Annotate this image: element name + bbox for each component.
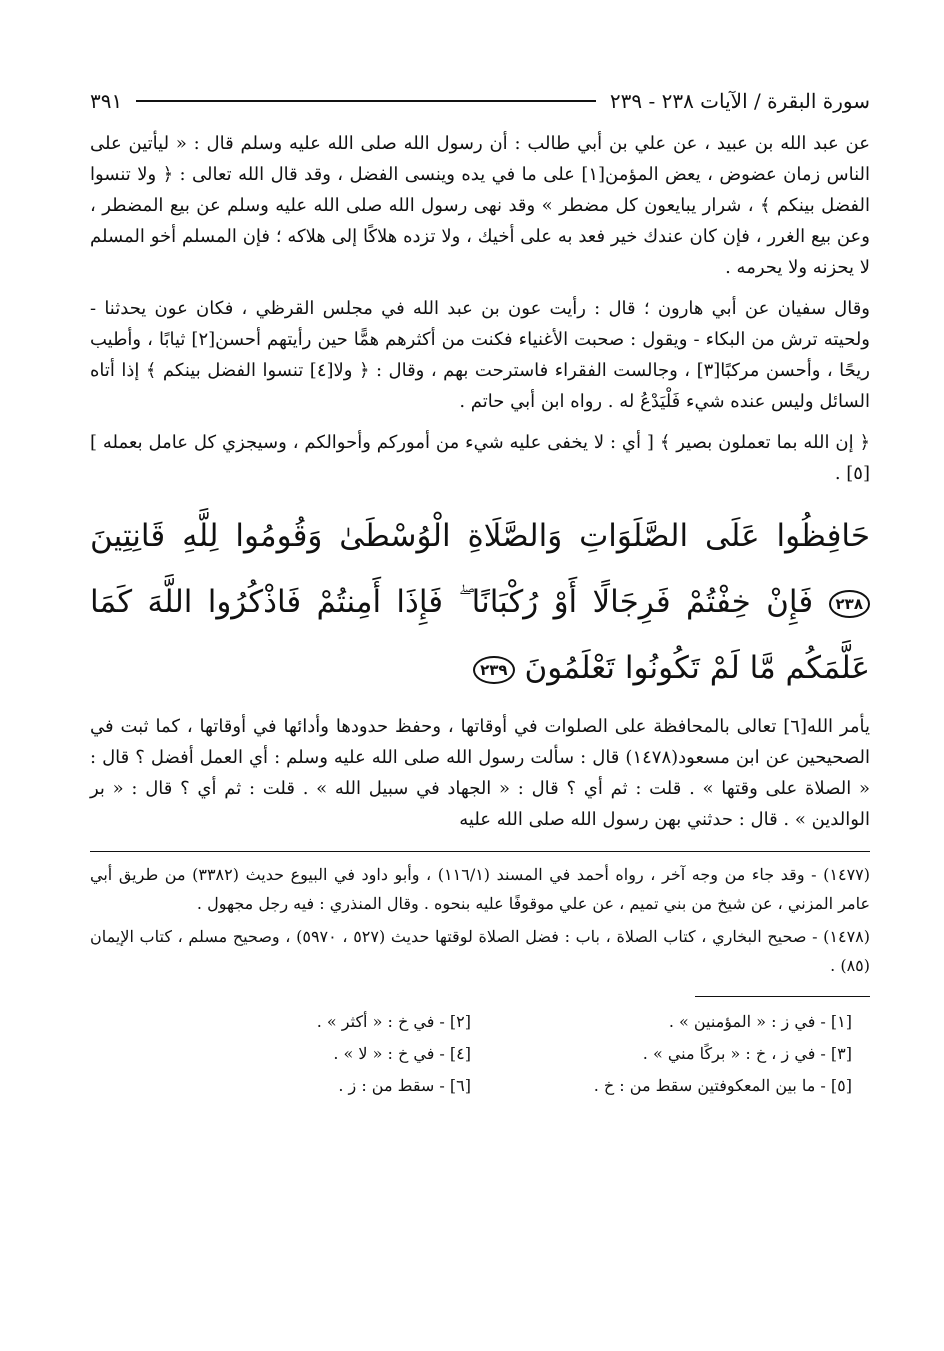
paragraph-commentary: يأمر الله[٦] تعالى بالمحافظة على الصلوات في أوقاتها ، وحفظ حدودها وأدائها في أوقاتها ، كما ثبت في الصحيحين عن ابن مسعود(١٤٧٨) قال : سألت رسول الله صلى الله عليه وسلم : أي العمل أفضل ؟ قال : « الصلاة على وقتها » . قلت : ثم أي ؟ قال : « الجهاد في سبيل الله » . قلت : ثم أي ؟ قال : « بر الوالدين » . قال : حدثني بهن رسول الله صلى الله عليه (90, 716, 871, 830)
variants-separator (695, 996, 870, 997)
page-header (90, 86, 870, 116)
verse-marker-238: ٢٣٨ (829, 590, 870, 618)
book-page (90, 86, 870, 1099)
footnote-1477: (١٤٧٧) - وقد جاء من وجه آخر ، رواه أحمد في المسند (١١٦/١) ، وأبو داود في البيوع حديث (٣٣٨٢) من طريق أبي عامر المزني ، عن شيخ من بني تميم ، عن علي موقوفًا عليه بنحوه . وقال المنذري : فيه رجل مجهول . (90, 865, 871, 913)
variant-note: [٦] - سقط من : ز . (338, 1076, 471, 1095)
paragraph-hadith-ali: عن عبد الله بن عبيد ، عن علي بن أبي طالب : أن رسول الله صلى الله عليه وسلم قال : « ليأتين على الناس زمان عضوض ، يعض المؤمن[١] على ما في يده وينسى الفضل ، وقد قال الله تعالى : ﴿ ولا تنسوا الفضل بينكم ﴾ ، شرار يبايعون كل مضطر » وقد نهى رسول الله صلى الله عليه وسلم عن بيع المضطر ، وعن بيع الغرر ، فإن كان عندك خير فعد به على أخيك ، ولا تزده هلاكًا إلى هلاكه ؛ فإن المسلم أخو المسلم لا يحزنه ولا يحرمه . (90, 133, 870, 278)
verse-marker-239: ٢٣٩ (473, 656, 514, 684)
variant-note: [٤] - في خ : « لا » . (333, 1044, 471, 1063)
variant-note: [٥] - ما بين المعكوفتين سقط من : خ . (593, 1076, 852, 1095)
verse-238-text: حَافِظُوا عَلَى الصَّلَوَاتِ وَالصَّلَاةِ الْوُسْطَىٰ وَقُومُوا لِلَّهِ قَانِتِينَ (90, 518, 870, 554)
verse-239-text: فَإِنْ خِفْتُمْ فَرِجَالًا أَوْ رُكْبَانًا ۖ فَإِذَا أَمِنتُمْ فَاذْكُرُوا اللَّهَ كَمَا عَلَّمَكُم مَّا لَمْ تَكُونُوا تَعْلَمُونَ (90, 584, 870, 686)
variant-notes (90, 1009, 870, 1099)
paragraph-basir: ﴿ إن الله بما تعملون بصير ﴾ [ أي : لا يخفى عليه شيء من أموركم وأحوالكم ، وسيجزي كل عامل بعمله ][٥] . (90, 432, 870, 484)
page-number: ٣٩١ (90, 89, 123, 113)
surah-title: سورة البقرة / الآيات ٢٣٨ - ٢٣٩ (609, 89, 870, 113)
paragraph-sufyan: وقال سفيان عن أبي هارون ؛ قال : رأيت عون بن عبد الله في مجلس القرظي ، فكان عون يحدثنا - ولحيته ترش من البكاء - ويقول : صحبت الأغنياء فكنت من أكثرهم همًّا حين رأيتهم أحسن[٢] ثيابًا ، وأطيب ريحًا ، وأحسن مركبًا[٣] ، وجالست الفقراء فاسترحت بهم ، وقال : ﴿ ولا[٤] تنسوا الفضل بينكم ﴾ إذا أتاه السائل وليس عنده شيء فَلْيَدْعُ له . رواه ابن أبي حاتم . (90, 298, 870, 412)
quran-verse (90, 503, 870, 701)
variant-note: [٢] - في خ : « أكثر » . (316, 1012, 471, 1031)
variant-note: [٣] - في ز ، خ : « بركًا مني » . (642, 1044, 852, 1063)
header-rule (136, 100, 596, 102)
variant-note: [١] - في ز : « المؤمنين » . (668, 1012, 852, 1031)
footnote-1478: (١٤٧٨) - صحيح البخاري ، كتاب الصلاة ، باب : فضل الصلاة لوقتها حديث (٥٢٧ ، ٥٩٧٠) ، وصحيح مسلم ، كتاب الإيمان (٨٥) . (90, 927, 871, 975)
footnote-separator (90, 851, 870, 852)
